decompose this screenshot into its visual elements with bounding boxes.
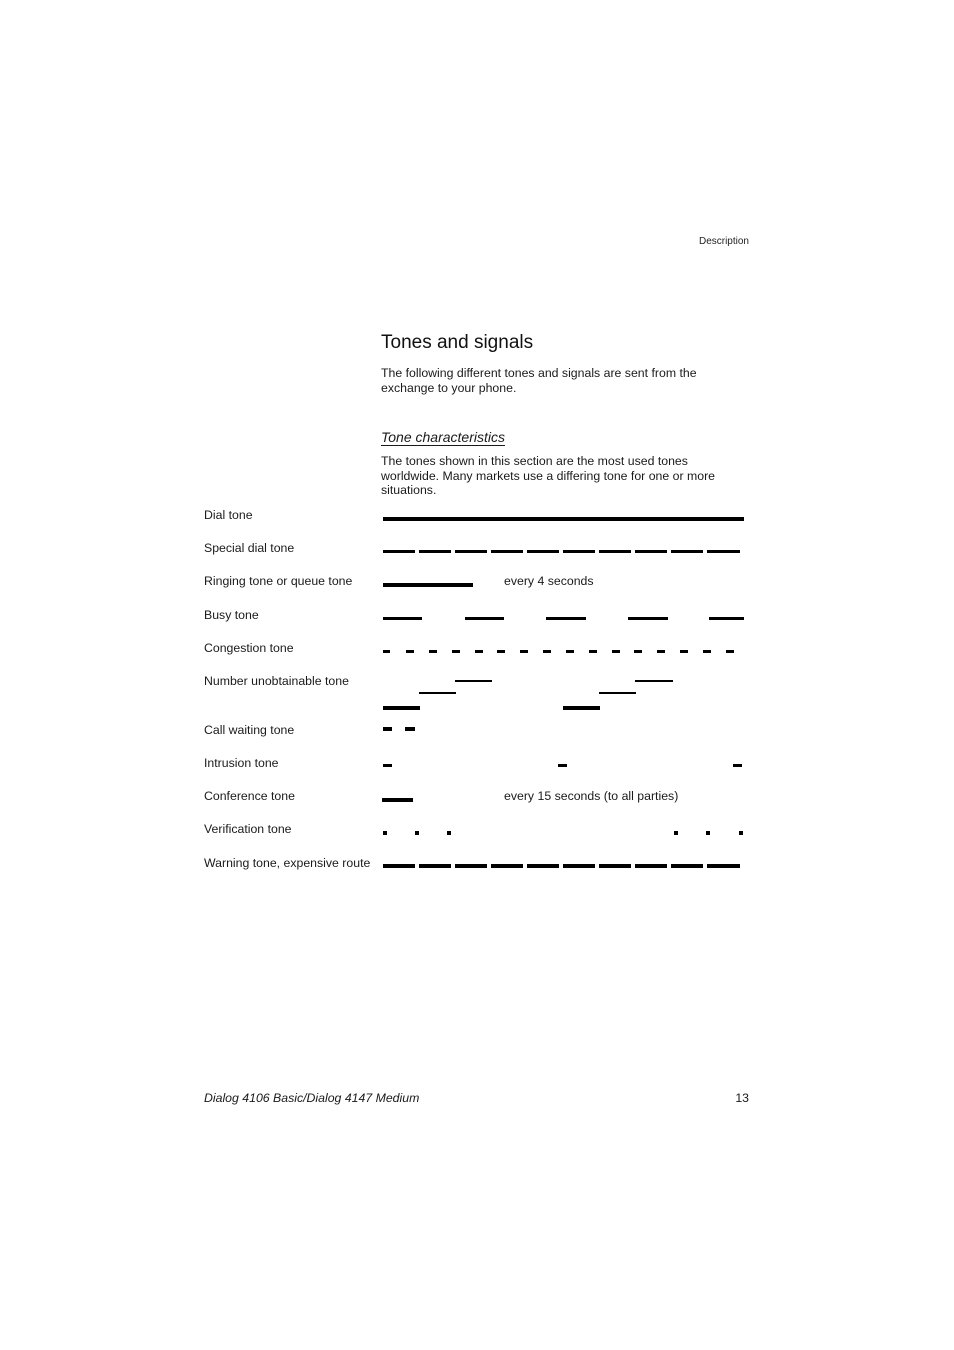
conference-tone-pattern [382,798,413,802]
tone-label-conference: Conference tone [204,789,295,803]
busy-tone-pattern [383,617,744,620]
tone-label-congestion: Congestion tone [204,641,294,655]
tone-label-warning: Warning tone, expensive route [204,856,371,870]
footer-page-number: 13 [735,1091,749,1105]
intrusion-tone-pattern [383,764,742,767]
number-unobtainable-tone-pattern [383,680,673,710]
intro-paragraph: The following different tones and signals are sent from the exchange to your phone. [381,366,697,395]
running-header: Description [698,236,749,247]
tone-label-dial: Dial tone [204,508,253,522]
footer-document-title: Dialog 4106 Basic/Dialog 4147 Medium [204,1091,420,1105]
tone-label-number-unobtainable: Number unobtainable tone [204,674,349,688]
ringing-tone-pattern [383,583,473,587]
tone-note-conference: every 15 seconds (to all parties) [504,789,679,803]
page-title: Tones and signals [381,332,534,353]
section-subheading: Tone characteristics [381,429,505,445]
section-description: The tones shown in this section are the most used tones worldwide. Many markets use a differing tone for one or more situations. [381,454,715,497]
tone-label-call-waiting: Call waiting tone [204,723,295,737]
tone-label-verification: Verification tone [204,822,292,836]
tone-label-intrusion: Intrusion tone [204,756,279,770]
warning-tone-pattern [383,864,740,868]
tone-note-ringing: every 4 seconds [504,574,594,588]
dial-tone-pattern [383,517,744,521]
tone-label-busy: Busy tone [204,608,259,622]
tone-label-special-dial: Special dial tone [204,541,295,555]
special-dial-tone-pattern [383,550,740,553]
call-waiting-tone-pattern [383,727,415,731]
tone-label-ringing: Ringing tone or queue tone [204,574,353,588]
congestion-tone-pattern [383,650,734,653]
verification-tone-pattern [383,831,743,835]
